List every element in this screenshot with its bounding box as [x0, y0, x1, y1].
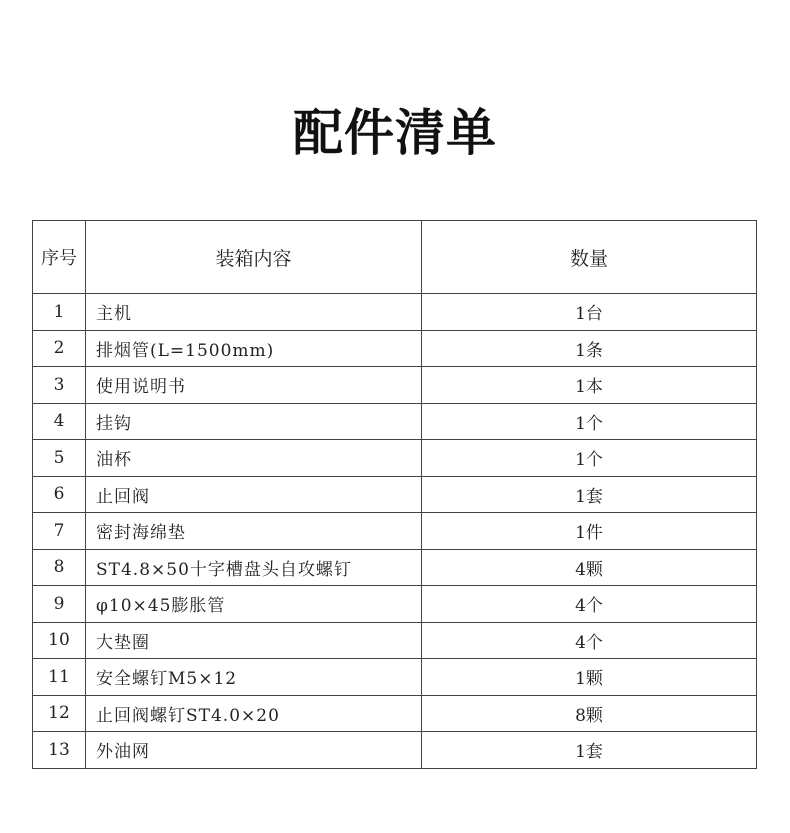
row-quantity-cell: 1套 [422, 732, 757, 769]
page-title: 配件清单 [293, 104, 497, 162]
row-content-cell: φ10×45膨胀管 [86, 586, 422, 623]
table-row [33, 294, 757, 331]
table-row [33, 695, 757, 732]
row-quantity-cell: 1台 [422, 294, 757, 331]
row-quantity-cell: 4颗 [422, 549, 757, 586]
row-quantity-cell: 1件 [422, 513, 757, 550]
table-row [33, 732, 757, 769]
row-quantity-cell: 1个 [422, 403, 757, 440]
row-quantity-cell: 8颗 [422, 695, 757, 732]
row-content-cell: 外油网 [86, 732, 422, 769]
row-content-cell: 油杯 [86, 440, 422, 477]
row-content-cell: 排烟管(L=1500mm) [86, 330, 422, 367]
row-index-cell: 13 [33, 732, 86, 769]
row-index-cell: 5 [33, 440, 86, 477]
row-content-cell: ST4.8×50十字槽盘头自攻螺钉 [86, 549, 422, 586]
row-content-cell: 安全螺钉M5×12 [86, 659, 422, 696]
table-row [33, 476, 757, 513]
row-content-cell: 挂钩 [86, 403, 422, 440]
table-row [33, 367, 757, 404]
row-quantity-cell: 4个 [422, 586, 757, 623]
row-index-cell: 1 [33, 294, 86, 331]
table-body [33, 294, 757, 769]
table-header-row [33, 221, 757, 294]
table-row [33, 659, 757, 696]
row-content-cell: 主机 [86, 294, 422, 331]
row-index-cell: 10 [33, 622, 86, 659]
row-index-cell: 6 [33, 476, 86, 513]
row-quantity-cell: 1个 [422, 440, 757, 477]
row-quantity-cell: 1条 [422, 330, 757, 367]
row-content-cell: 止回阀 [86, 476, 422, 513]
header-index: 序号 [33, 221, 86, 294]
row-index-cell: 8 [33, 549, 86, 586]
header-quantity: 数量 [422, 221, 757, 294]
row-index-cell: 2 [33, 330, 86, 367]
row-content-cell: 大垫圈 [86, 622, 422, 659]
table-row [33, 549, 757, 586]
row-content-cell: 止回阀螺钉ST4.0×20 [86, 695, 422, 732]
table-row [33, 513, 757, 550]
row-quantity-cell: 1本 [422, 367, 757, 404]
row-quantity-cell: 4个 [422, 622, 757, 659]
table-row [33, 586, 757, 623]
row-index-cell: 3 [33, 367, 86, 404]
row-quantity-cell: 1套 [422, 476, 757, 513]
header-content: 装箱内容 [86, 221, 422, 294]
row-content-cell: 密封海绵垫 [86, 513, 422, 550]
row-index-cell: 12 [33, 695, 86, 732]
table-row [33, 330, 757, 367]
parts-table [32, 220, 757, 769]
row-index-cell: 7 [33, 513, 86, 550]
table-row [33, 440, 757, 477]
row-index-cell: 4 [33, 403, 86, 440]
row-quantity-cell: 1颗 [422, 659, 757, 696]
row-index-cell: 9 [33, 586, 86, 623]
row-content-cell: 使用说明书 [86, 367, 422, 404]
row-index-cell: 11 [33, 659, 86, 696]
table-row [33, 403, 757, 440]
table-row [33, 622, 757, 659]
